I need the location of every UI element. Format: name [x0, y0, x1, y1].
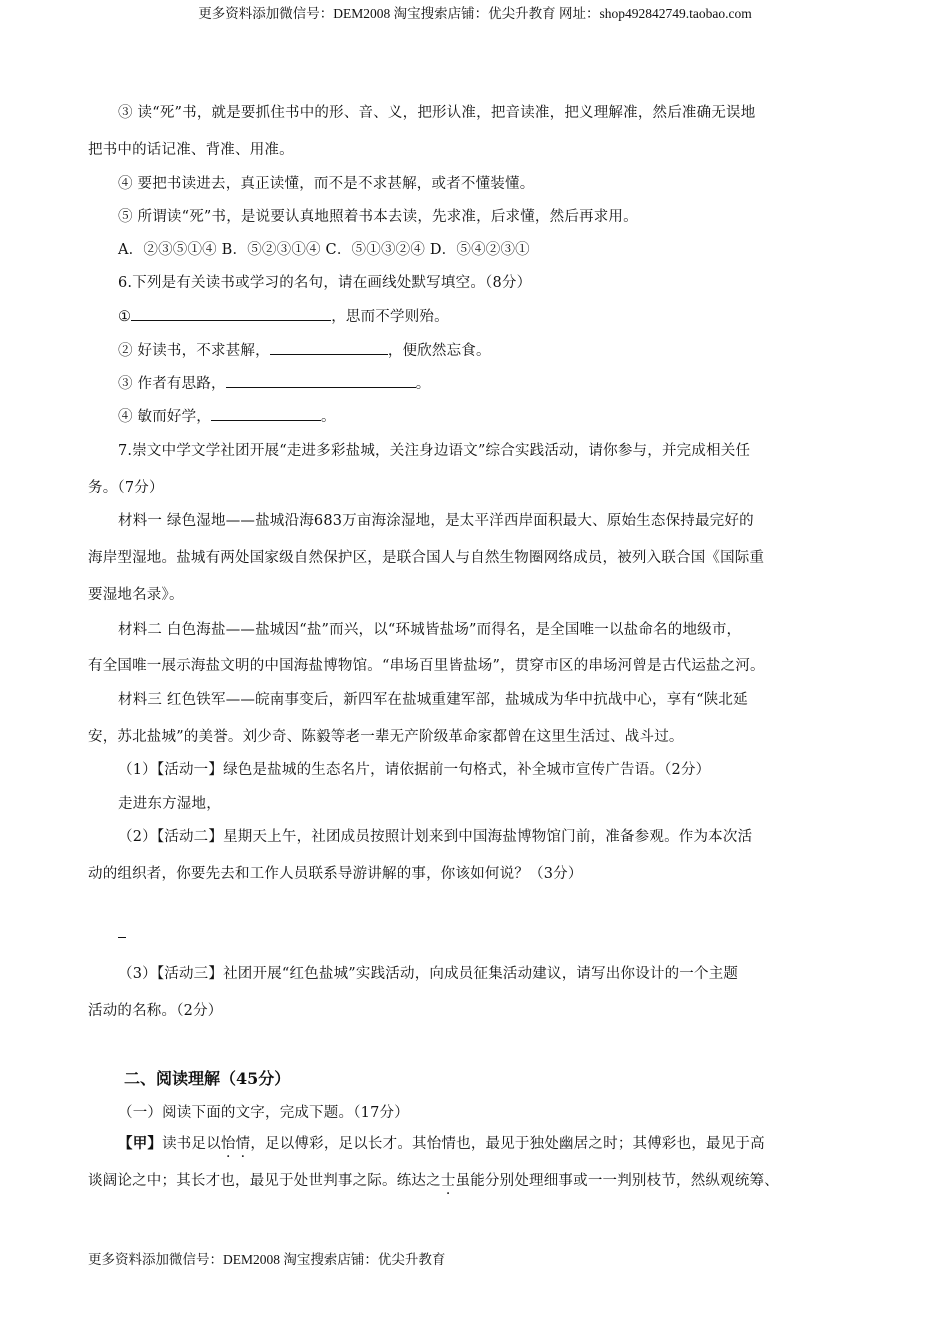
material-1-cont2: 要湿地名录》。 — [88, 587, 184, 603]
answer-line-mark — [118, 937, 126, 938]
material-2-cont: 有全国唯一展示海盐文明的中国海盐博物馆。“串场百里皆盐场”，贯穿市区的串场河曾是古代运盐之河。 — [88, 658, 765, 674]
q6-l3-pre: ③ 作者有思路， — [118, 376, 226, 392]
fill-blank[interactable] — [226, 372, 416, 388]
q6-line-3 — [118, 372, 430, 393]
passage-label: 【甲】 — [118, 1135, 163, 1152]
q6-l4-pre: ④ 敏而好学， — [118, 409, 212, 425]
q6-l1-pre: ① — [118, 309, 132, 325]
q5-sentence-3: ③ 读“死”书，就是要抓住书中的形、音、义，把形认准，把音读准，把义理解准，然后准确无误地 — [118, 105, 756, 121]
q6-l2-post: ，便欣然忘食。 — [387, 343, 491, 359]
passage-text: 谈阔论之中；其长才也，最见于处世判事之际。练达之 — [88, 1173, 441, 1189]
q6-l1-post: ，思而不学则殆。 — [331, 309, 449, 325]
material-1-cont: 海岸型湿地。盐城有两处国家级自然保护区，是联合国人与自然生物圈网络成员，被列入联合国《国际重 — [88, 550, 765, 566]
fill-blank[interactable] — [131, 305, 331, 321]
passage-jia — [118, 1132, 765, 1153]
q6-stem: 6.下列是有关读书或学习的名句，请在画线处默写填空。（8分） — [118, 275, 532, 291]
activity-2-cont: 动的组织者，你要先去和工作人员联系导游讲解的事，你该如何说？（3分） — [88, 866, 583, 882]
q6-line-2 — [118, 339, 491, 360]
q6-l4-post: 。 — [321, 409, 336, 425]
emphasis-char: 士 — [440, 1173, 456, 1189]
material-1: 材料一 绿色湿地——盐城沿海683万亩海涂湿地，是太平洋西岸面积最大、原始生态保持最完好的 — [118, 513, 754, 529]
emphasis-char: 怡 — [220, 1136, 236, 1152]
section-title: 二、阅读理解（45分） — [124, 1069, 291, 1088]
activity-3: （3）【活动三】社团开展“红色盐城”实践活动，向成员征集活动建议，请写出你设计的一个主题 — [118, 966, 739, 982]
q5-options: A．②③⑤①④ B．⑤②③①④ C．⑤①③②④ D．⑤④②③① — [118, 242, 530, 258]
q6-l2-pre: ② 好读书，不求甚解， — [118, 343, 270, 359]
material-2: 材料二 白色海盐——盐城因“盐”而兴，以“环城皆盐场”而得名，是全国唯一以盐命名的地级市， — [118, 622, 742, 638]
passage-text: 读书足以 — [162, 1136, 221, 1152]
q5-sentence-3-cont: 把书中的话记准、背准、用准。 — [88, 142, 294, 158]
passage-jia-cont — [88, 1169, 779, 1190]
activity-1-prompt: 走进东方湿地， — [118, 796, 221, 812]
passage-text: ，足以傅彩，足以长才。其怡情也，最见于独处幽居之时；其傅彩也，最见于高 — [250, 1136, 765, 1152]
page-footer: 更多资料添加微信号：DEM2008 淘宝搜索店铺：优尖升教育 — [88, 1252, 446, 1267]
fill-blank[interactable] — [211, 405, 321, 421]
passage-text: 虽能分别处理细事或一一判别枝节，然纵观统筹、 — [455, 1173, 779, 1189]
q6-l3-post: 。 — [415, 376, 431, 392]
page-header: 更多资料添加微信号：DEM2008 淘宝搜索店铺：优尖升教育 网址：shop492842749.taobao.com — [198, 6, 752, 21]
q5-sentence-5: ⑤ 所谓读“死”书，是说要认真地照着书本去读，先求准，后求懂，然后再求用。 — [118, 209, 638, 225]
q6-line-1 — [118, 305, 449, 326]
activity-3-cont: 活动的名称。（2分） — [88, 1003, 223, 1019]
activity-1: （1）【活动一】绿色是盐城的生态名片，请依据前一句格式，补全城市宣传广告语。（2分） — [118, 762, 711, 778]
emphasis-char: 情 — [235, 1136, 251, 1152]
q7-stem-cont: 务。（7分） — [88, 480, 164, 496]
q5-sentence-4: ④ 要把书读进去，真正读懂，而不是不求甚解，或者不懂装懂。 — [118, 176, 535, 192]
material-3: 材料三 红色铁军——皖南事变后，新四军在盐城重建军部，盐城成为华中抗战中心，享有“陕北延 — [118, 692, 748, 708]
material-3-cont: 安，苏北盐城”的美誉。刘少奇、陈毅等老一辈无产阶级革命家都曾在这里生活过、战斗过。 — [88, 729, 684, 745]
fill-blank[interactable] — [270, 339, 388, 355]
activity-2: （2）【活动二】星期天上午，社团成员按照计划来到中国海盐博物馆门前，准备参观。作为本次活 — [118, 829, 753, 845]
section-sub: （一）阅读下面的文字，完成下题。（17分） — [118, 1105, 409, 1121]
q7-stem: 7.崇文中学文学社团开展“走进多彩盐城，关注身边语文”综合实践活动，请你参与，并完成相关任 — [118, 443, 751, 459]
q6-line-4 — [118, 405, 336, 426]
